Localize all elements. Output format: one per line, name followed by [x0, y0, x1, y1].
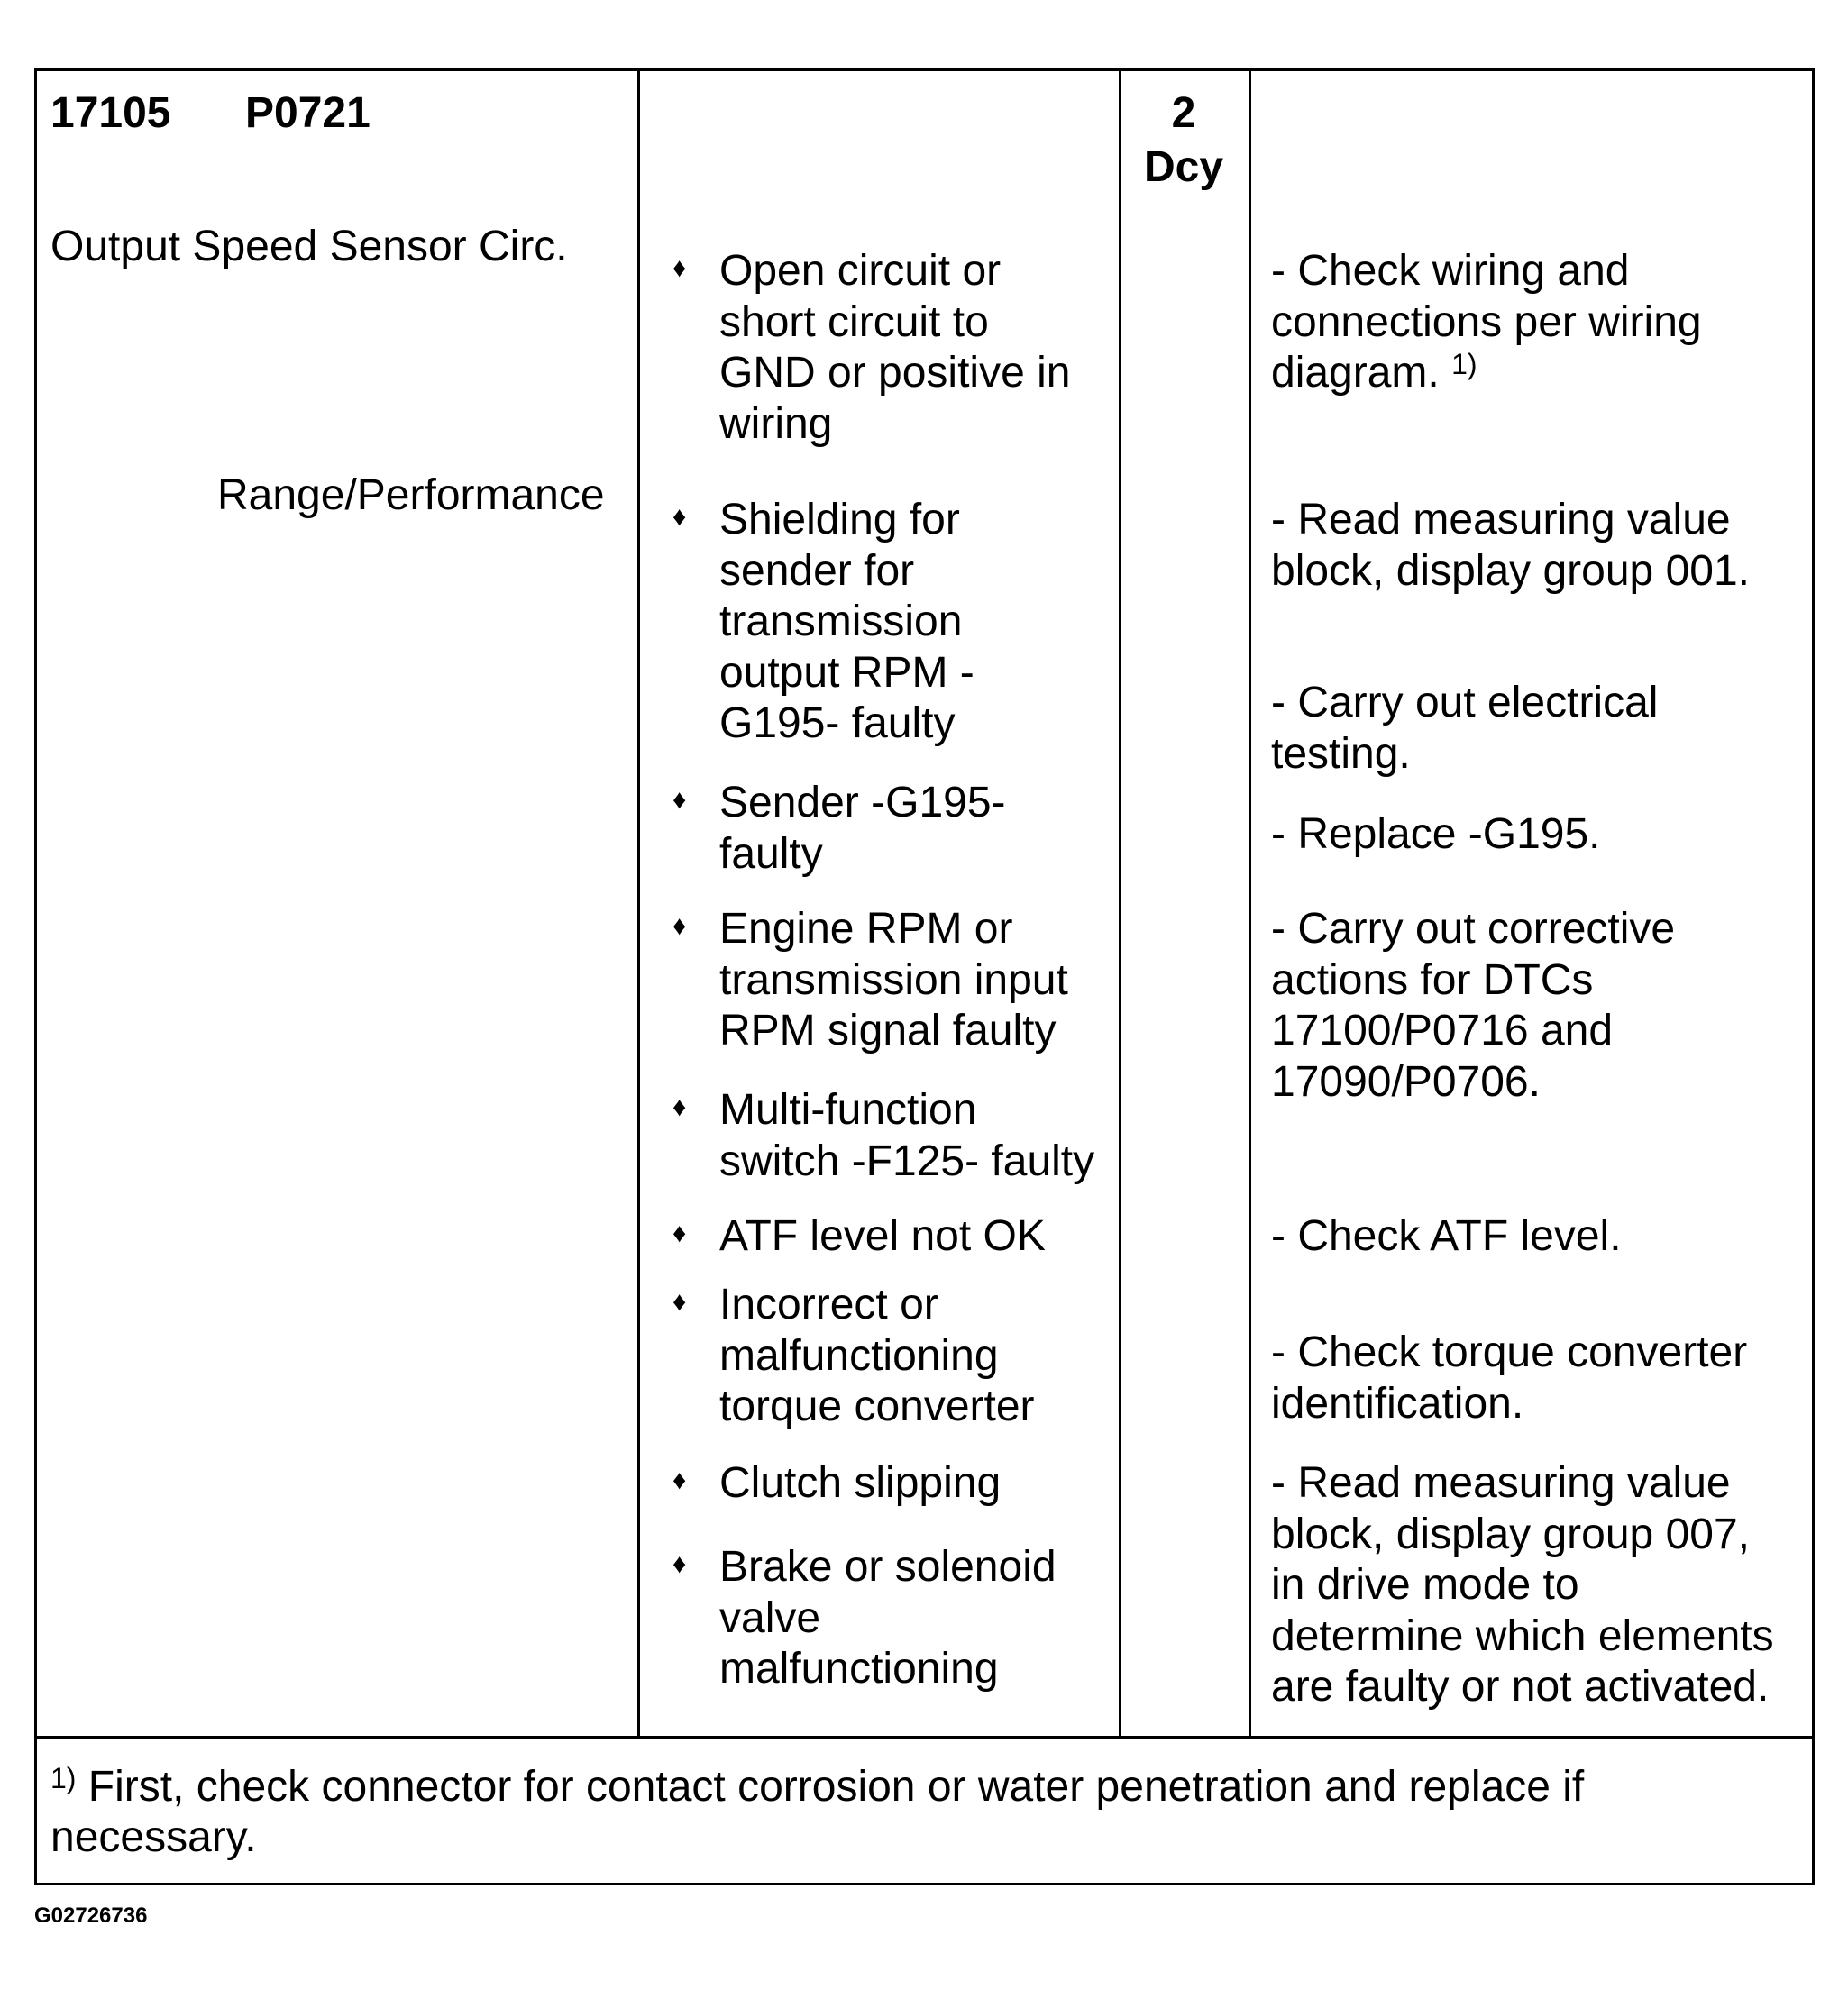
dtc-description-sub: Range/Performance	[217, 471, 605, 519]
remedy-item: - Carry out electrical testing.	[1271, 679, 1659, 778]
footnote-text: First, check connector for contact corrosion or water penetration and replace if necessary.	[50, 1763, 1585, 1861]
bullet-icon: ♦	[672, 1465, 687, 1495]
dtc-code-obd: P0721	[245, 89, 371, 137]
bullet-icon: ♦	[672, 502, 687, 532]
remedy-item: - Check ATF level.	[1271, 1212, 1622, 1260]
bullet-icon: ♦	[672, 1092, 687, 1122]
cause-item: ATF level not OK	[719, 1212, 1046, 1260]
bullet-icon: ♦	[672, 253, 687, 283]
column-divider-2	[1119, 68, 1121, 1739]
remedy-item: - Check wiring and connections per wiring diagram. $^{1)}$	[1271, 247, 1702, 397]
column-divider-1	[637, 68, 640, 1739]
bullet-icon: ♦	[672, 1549, 687, 1579]
remedy-item: - Check torque converter identification.	[1271, 1328, 1748, 1428]
cause-item: Sender -G195- faulty	[719, 779, 1006, 878]
cause-item: Shielding for sender for transmission output RPM - G195- faulty	[719, 496, 974, 747]
bullet-icon: ♦	[672, 1219, 687, 1248]
remedy-item: - Replace -G195.	[1271, 810, 1601, 858]
footnote-divider	[34, 1736, 1815, 1739]
dcy-label: Dcy	[1143, 143, 1224, 191]
bullet-icon: ♦	[672, 1287, 687, 1317]
cause-item: Brake or solenoid valve malfunctioning	[719, 1543, 1057, 1693]
footnote-mark: 1)	[50, 1762, 77, 1794]
cause-item: Multi-function switch -F125- faulty	[719, 1086, 1095, 1185]
remedy-item: - Carry out corrective actions for DTCs 17100/P0716 and 17090/P0706.	[1271, 905, 1676, 1106]
cause-item: Engine RPM or transmission input RPM signal faulty	[719, 905, 1068, 1054]
bullet-icon: ♦	[672, 785, 687, 815]
table-footnote	[50, 1762, 1763, 1863]
remedy-item: - Read measuring value block, display group 001.	[1271, 496, 1750, 595]
column-divider-3	[1249, 68, 1251, 1739]
remedy-item: - Read measuring value block, display group 007, in drive mode to determine which elements are faulty or not activated.	[1271, 1459, 1774, 1711]
cause-item: Incorrect or malfunctioning torque converter	[719, 1281, 1035, 1430]
figure-id: G02726736	[34, 1903, 148, 1928]
dcy-number: 2	[1171, 89, 1196, 137]
bullet-icon: ♦	[672, 911, 687, 941]
footnote-reference: 1)	[1451, 348, 1477, 380]
cause-item: Clutch slipping	[719, 1459, 1002, 1507]
dtc-description: Output Speed Sensor Circ.	[50, 223, 568, 270]
cause-item: Open circuit or short circuit to GND or positive in wiring	[719, 247, 1071, 448]
dtc-code-vag: 17105	[50, 89, 171, 137]
